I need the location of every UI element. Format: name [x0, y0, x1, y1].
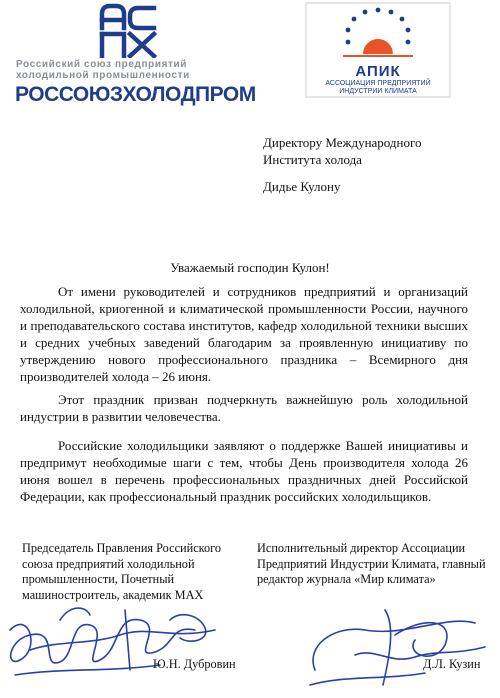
addressee-line-2: Института холода [263, 152, 362, 167]
signatory-right-name: Д.Л. Кузин [423, 657, 481, 671]
union-logo-mark [98, 2, 160, 58]
signature-right-image [295, 595, 500, 698]
union-logo-line-1: Российский союз предприятий [16, 59, 187, 70]
union-logo-name: РОССОЮЗХОЛОДПРОМ [15, 83, 256, 106]
union-logo-line-2: холодильной промышленности [16, 70, 190, 81]
apik-logo-tagline-1: АССОЦИАЦИЯ ПРЕДПРИЯТИЙ [325, 80, 431, 87]
addressee-line-1: Директору Международного [263, 135, 422, 150]
signature-left-image [0, 590, 240, 698]
apik-logo-name: АПИК [355, 63, 401, 80]
salutation: Уважаемый господин Кулон! [170, 260, 330, 275]
signatory-left-name: Ю.Н. Дубровин [153, 657, 236, 671]
body-paragraph-3: Российские холодильщики заявляют о поддержке Вашей инициативы и предпримут необходимые шаги с тем, чтобы День производителя холода 26 июня вошел в перечень профессиональных праздничных дней Российской Федерации, как профессиональный праздник российских холодильщиков. [20, 438, 468, 504]
signatory-right-title: Исполнительный директор Ассоциации Предприятий Индустрии Климата, главный редактор журнала «Мир климата» [257, 541, 486, 586]
addressee-name: Дидье Кулону [263, 179, 341, 194]
signatory-left-title: Председатель Правления Российского союза предприятий холодильной промышленности, Почетный машиностроитель, академик МАХ [22, 541, 222, 602]
body-paragraph-1: От имени руководителей и сотрудников предприятий и организаций холодильной, криогенной и климатической промышленности России, научного и преподавательского состава институтов, кафедр холодильной техники высших и средних учебных заведений благодарим за проявленную инициативу по утверждению нового профессионального праздника – Всемирного дня производителей холода – 26 июня. [20, 284, 468, 384]
body-paragraph-2: Этот праздник призван подчеркнуть важнейшую роль холодильной индустрии в развитии человечества. [20, 392, 468, 424]
apik-logo-tagline-2: ИНДУСТРИИ КЛИМАТА [339, 88, 417, 95]
